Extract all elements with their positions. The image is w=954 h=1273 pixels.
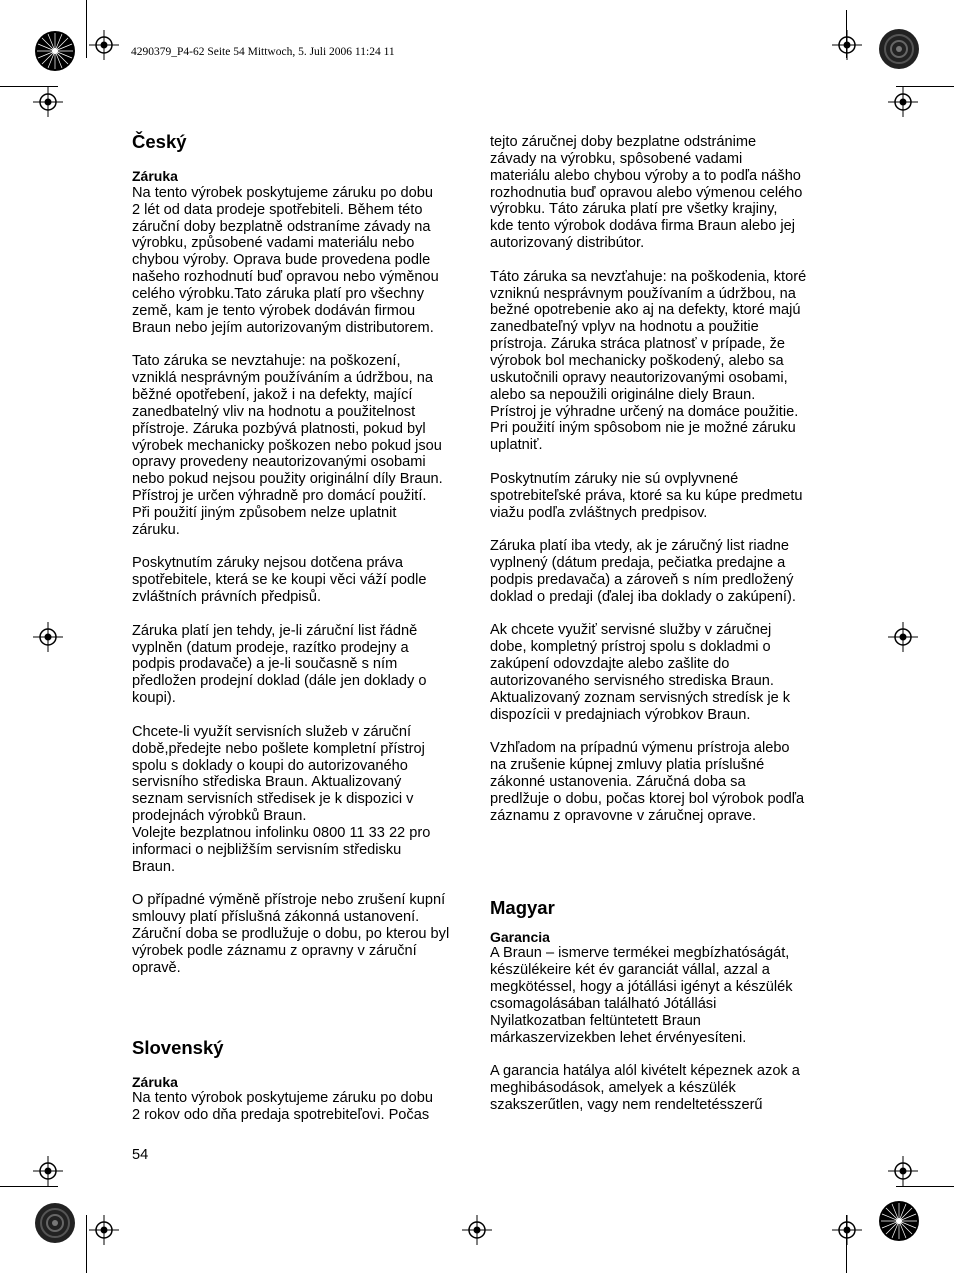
paragraph: Záruka platí jen tehdy, je-li záruční list řádně vyplněn (datum prodeje, razítko prodejny a podpis prodavače) a je-li současně s ním předložen prodejní doklad (dále jen doklady o koupi). xyxy=(132,622,427,707)
paragraph: Poskytnutím záruky nejsou dotčena práva spotřebitele, která se ke koupi věci váží podle zvláštních právních předpisů. xyxy=(132,555,427,606)
paragraph: Tato záruka se nevztahuje: na poškození, vzniklá nesprávným používáním a údržbou, na běžné opotřebení, jakož i na defekty, mající zanedbatelný vliv na hodnotu a použitelnost přístroje. Záruka pozbývá platnosti, pokud byl výrobek mechanicky poškozen nebo pokud jsou opravy provedeny neautorizovanými osobami nebo pokud nejsou použity originální díly Braun. Přístroj je určen výhradně pro domácí použití. Při použití jiným způsobem nelze uplatnit záruku. xyxy=(132,353,443,538)
registration-mark-icon xyxy=(832,1215,862,1245)
paragraph: Ak chcete využiť servisné služby v záručnej dobe, kompletný prístroj spolu s dokladmi o zakúpení odovzdajte alebo zašlite do autorizovaného servisného strediska Braun. Aktualizovaný zoznam servisných stredísk je k dispozícii v predajniach výrobkov Braun. xyxy=(490,622,791,723)
crop-line xyxy=(0,1186,58,1187)
density-target-icon xyxy=(34,1202,76,1244)
paragraph: Chcete-li využít servisních služeb v záruční době,předejte nebo pošlete kompletní přístroj spolu s doklady o koupi do autorizovaného servisního střediska Braun. Aktualizovaný seznam servisních středisek je k dispozici v prodejnách výrobků Braun. Volejte bezplatnou infolinku 0800 11 33 22 pro informaci o nejbližším servisním středisku Braun. xyxy=(132,723,431,875)
left-column xyxy=(132,131,467,1124)
print-slug: 4290379_P4-62 Seite 54 Mittwoch, 5. Juli 2006 11:24 11 xyxy=(131,46,395,58)
registration-mark-icon xyxy=(462,1215,492,1245)
section-heading-cesky: Český xyxy=(132,131,187,152)
paragraph: Vzhľadom na prípadnú výmenu prístroja alebo na zrušenie kúpnej zmluvy platia príslušné zákonné ustanovenia. Záručná doba sa predlžuje o dobu, počas ktorej bol výrobok podľa záznamu z opravovne v záručnej oprave. xyxy=(490,740,805,824)
paragraph: tejto záručnej doby bezplatne odstránime závady na výrobku, spôsobené vadami materiálu alebo chybou výroby a to podľa nášho rozhodnutia buď opravou alebo výmenou celého výrobku. Táto záruka platí pre všetky krajiny, kde tento výrobok dodáva firma Braun alebo jej autorizovaný distribútor. xyxy=(490,134,803,252)
paragraph: Táto záruka sa nevzťahuje: na poškodenia, ktoré vzniknú nesprávnym používaním a údržbou, na bežné opotrebenie ako aj na defekty, ktoré majú zanedbateľný vplyv na hodnotu a použitie prístroja. Záruka stráca platnosť v prípade, že výrobok bol mechanicky poškodený, alebo sa uskutočnili opravy neautorizovanými osobami, alebo sa nepoužili originálne diely Braun. Prístroj je výhradne určený na domáce použitie. Pri použití iným spôsobom nie je možné záruku uplatniť. xyxy=(490,268,807,454)
registration-mark-icon xyxy=(888,87,918,117)
crop-line xyxy=(86,0,87,58)
page-number: 54 xyxy=(132,1147,149,1163)
subheading-garancia: Garancia xyxy=(490,928,550,945)
starburst-target-icon xyxy=(34,30,76,72)
registration-mark-icon xyxy=(832,30,862,60)
registration-mark-icon xyxy=(33,87,63,117)
registration-mark-icon xyxy=(888,622,918,652)
registration-mark-icon xyxy=(33,622,63,652)
paragraph: Na tento výrobok poskytujeme záruku po dobu 2 rokov odo dňa predaja spotrebiteľovi. Počas xyxy=(132,1090,433,1124)
section-heading-magyar: Magyar xyxy=(490,896,555,918)
subheading-zaruka-cz: Záruka xyxy=(132,168,178,184)
crop-line xyxy=(896,1186,954,1187)
paragraph: A Braun – ismerve termékei megbízhatóságát, készülékeire két év garanciát vállal, azzal a megkötéssel, hogy a jótállási igényt a készülék csomagolásában található Jótállási Nyilatkozatban feltüntetett Braun márkaszervizekben lehet érvényesíteni. xyxy=(490,945,793,1046)
section-heading-slovensky: Slovenský xyxy=(132,1036,224,1058)
subheading-zaruka-sk: Záruka xyxy=(132,1073,178,1090)
paragraph: A garancia hatálya alól kivételt képeznek azok a meghibásodások, amelyek a készülék szakszerűtlen, vagy nem rendeltetésszerű xyxy=(490,1063,800,1114)
density-target-icon xyxy=(878,28,920,70)
paragraph: O případné výměně přístroje nebo zrušení kupní smlouvy platí příslušná zákonná ustanovení. Záruční doba se prodlužuje o dobu, po kterou byl výrobek podle záznamu z opravny v záruční opravě. xyxy=(132,892,450,976)
right-column xyxy=(490,134,825,1114)
crop-line xyxy=(86,1215,87,1273)
paragraph: Na tento výrobek poskytujeme záruku po dobu 2 lét od data prodeje spotřebiteli. Během této záruční doby bezplatně odstraníme závady na výrobku, způsobené vadami materiálu nebo chybou výroby. Oprava bude provedena podle našeho rozhodnutí buď opravou nebo výměnou celého výrobku.Tato záruka platí pro všechny země, kam je tento výrobek dodáván firmou Braun nebo jejím autorizovaným distributorem. xyxy=(132,184,439,336)
starburst-target-icon xyxy=(878,1200,920,1242)
registration-mark-icon xyxy=(888,1156,918,1186)
registration-mark-icon xyxy=(89,30,119,60)
registration-mark-icon xyxy=(33,1156,63,1186)
registration-mark-icon xyxy=(89,1215,119,1245)
paragraph: Záruka platí iba vtedy, ak je záručný list riadne vyplnený (dátum predaja, pečiatka predajne a podpis predavača) a zároveň s ním predložený doklad o predaji (ďalej iba doklady o zakúpení). xyxy=(490,538,796,605)
paragraph: Poskytnutím záruky nie sú ovplyvnené spotrebiteľské práva, ktoré sa ku kúpe predmetu viažu podľa zvláštnych predpisov. xyxy=(490,470,803,521)
